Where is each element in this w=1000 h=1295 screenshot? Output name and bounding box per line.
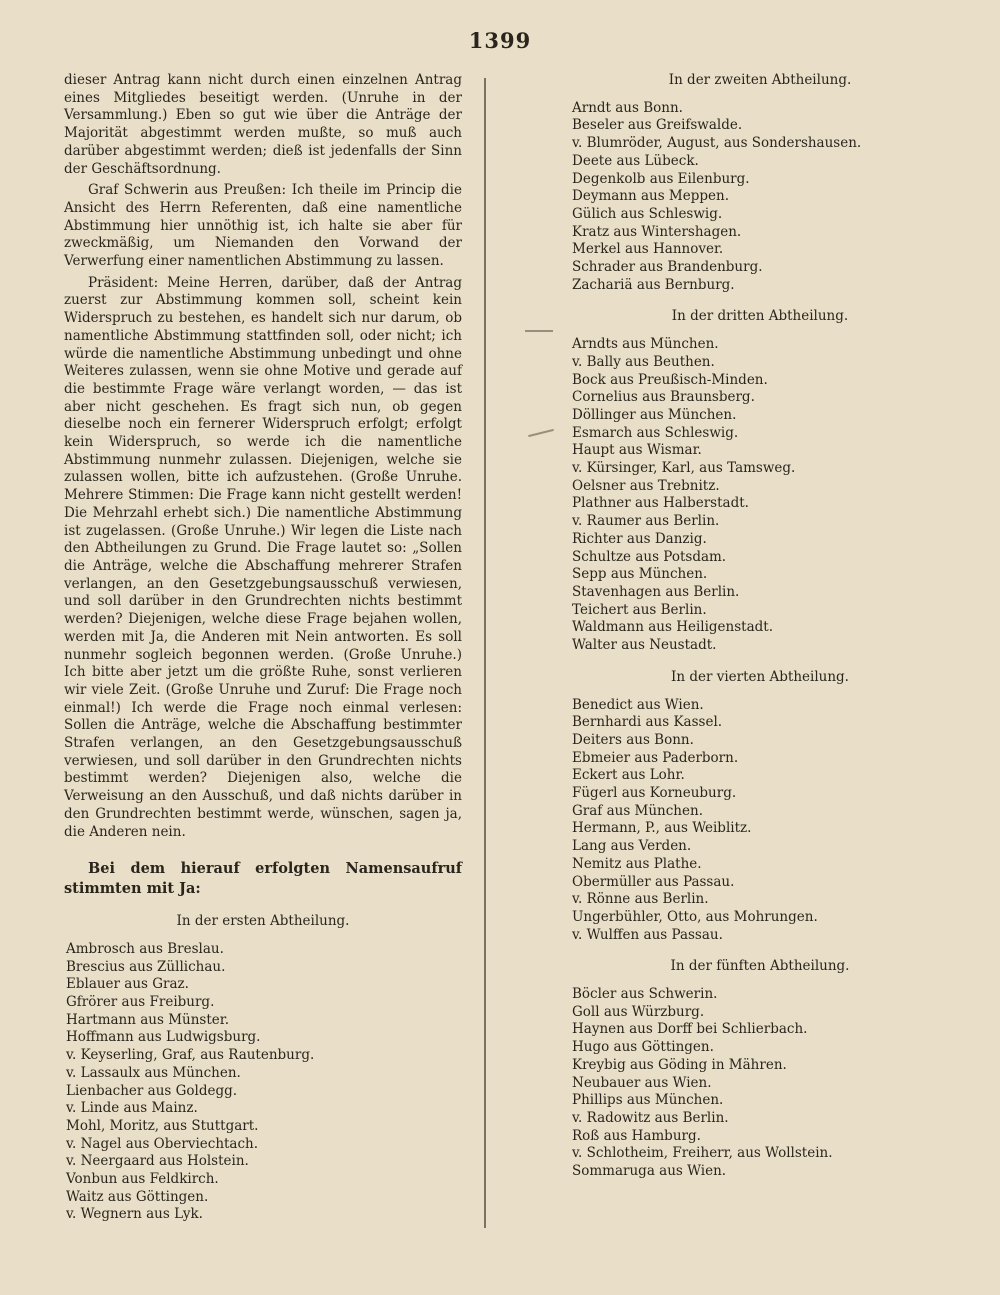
paragraph-3: Präsident: Meine Herren, darüber, daß der Antrag zuerst zur Abstimmung kommen soll, scheint kein Widerspruch zu bestehen, es handelt sich nur darum, ob namentliche Abstimmung stattfinden soll, oder nicht; ich würde die namentliche Abstimmung unbedingt und ohne Weiteres zulassen, wenn sie ohne Motive und gerade auf die bestimmte Frage wäre verlangt worden, — das ist aber nicht geschehen. Es fragt sich nun, ob gegen dieselbe noch ein fernerer Widerspruch erfolgt; erfolgt kein Widerspruch, so werde ich die namentliche Abstimmung nunmehr zulassen. Diejenigen, welche sie zulassen wollen, bitte ich aufzustehen. (Große Unruhe. Mehrere Stimmen: Die Frage kann nicht gestellt werden! Die Mehrzahl erhebt sich.) Die namentliche Abstimmung ist zugelassen. (Große Unruhe.) Wir legen die Liste nach den Abtheilungen zu Grund. Die Frage lautet so: „Sollen die Anträge, welche die Abschaffung mehrerer Strafen verlangen, an den Gesetzgebungsausschuß verwiesen, und soll darüber in den Grundrechten nichts bestimmt werden? Diejenigen, welche diese Frage bejahen wollen, werden mit Ja, die Anderen mit Nein antworten. Es soll nunmehr sogleich begonnen werden. (Große Unruhe.) Ich bitte aber jetzt um die größte Ruhe, sonst verlieren wir viele Zeit. (Große Unruhe und Zuruf: Die Frage noch einmal!) Ich werde die Frage noch einmal verlesen: Sollen die Anträge, welche die Abschaffung bestimmter Strafen verlangen, an den Gesetzgebungsausschuß verwiesen, und soll darüber in den Grundrechten nichts bestimmt werden? Diejenigen also, welche die Verweisung an den Ausschuß, und daß nichts darüber in den Grundrechten bestimmt werde, wünschen, sagen ja, die Anderen nein. xyxy=(64,274,462,840)
list-item: Deymann aus Meppen. xyxy=(572,188,730,205)
right-column xyxy=(570,72,950,1181)
list-item: Eblauer aus Graz. xyxy=(66,976,189,993)
name-list-2 xyxy=(570,100,950,295)
list-item: Merkel aus Hannover. xyxy=(572,241,724,258)
vote-heading: Bei dem hierauf erfolgten Namensaufruf stimmten mit Ja: xyxy=(64,860,462,898)
list-item: Roß aus Hamburg. xyxy=(572,1127,701,1144)
list-item: Fügerl aus Korneuburg. xyxy=(572,785,737,802)
list-item: Lienbacher aus Goldegg. xyxy=(66,1082,238,1099)
list-item: Stavenhagen aus Berlin. xyxy=(572,583,740,600)
list-item: Lang aus Verden. xyxy=(572,838,692,855)
list-item: Richter aus Danzig. xyxy=(572,530,707,547)
list-item: Phillips aus München. xyxy=(572,1092,724,1109)
section-heading-3: In der dritten Abtheilung. xyxy=(671,308,849,325)
list-item: Hermann, P., aus Weiblitz. xyxy=(572,820,752,837)
list-item: v. Linde aus Mainz. xyxy=(66,1100,198,1117)
list-item: v. Lassaulx aus München. xyxy=(66,1064,241,1081)
list-item: Ambrosch aus Breslau. xyxy=(66,940,224,957)
list-item: v. Rönne aus Berlin. xyxy=(572,891,709,908)
section-heading-4: In der vierten Abtheilung. xyxy=(671,668,849,685)
list-item: v. Nagel aus Oberviechtach. xyxy=(66,1135,259,1152)
list-item: Schrader aus Brandenburg. xyxy=(572,259,763,276)
list-item: Cornelius aus Braunsberg. xyxy=(572,389,755,406)
section-heading-2: In der zweiten Abtheilung. xyxy=(668,72,852,88)
list-item: Ungerbühler, Otto, aus Mohrungen. xyxy=(572,908,818,925)
page-number: 1399 xyxy=(468,28,532,53)
name-list-4 xyxy=(570,697,950,945)
list-item: v. Schlotheim, Freiherr, aus Wollstein. xyxy=(572,1145,833,1162)
list-item: Esmarch aus Schleswig. xyxy=(572,424,739,441)
list-item: Neubauer aus Wien. xyxy=(572,1074,712,1091)
list-item: Hartmann aus Münster. xyxy=(66,1011,230,1028)
list-item: Hoffmann aus Ludwigsburg. xyxy=(66,1029,261,1046)
list-item: Beseler aus Greifswalde. xyxy=(572,117,743,134)
list-item: Nemitz aus Plathe. xyxy=(572,855,702,872)
paragraph-2: Graf Schwerin aus Preußen: Ich theile im Princip die Ansicht des Herrn Referenten, daß eine namentliche Abstimmung hier unnöthig ist, ich halte sie aber für zweckmäßig, um Niemanden den Vorwand der Verwerfung einer namentlichen Abstimmung zu lassen. xyxy=(64,182,462,270)
list-item: Mohl, Moritz, aus Stuttgart. xyxy=(66,1117,259,1134)
list-item: Vonbun aus Feldkirch. xyxy=(66,1171,219,1188)
list-item: Gülich aus Schleswig. xyxy=(572,205,723,222)
list-item: v. Kürsinger, Karl, aus Tamsweg. xyxy=(572,460,796,477)
list-item: v. Wulffen aus Passau. xyxy=(572,926,723,943)
paragraph-1: dieser Antrag kann nicht durch einen einzelnen Antrag eines Mitgliedes beseitigt werden. (Unruhe in der Versammlung.) Eben so gut wie über die Anträge der Majorität abgestimmt werden mußte, so muß auch darüber abgestimmt werden; dieß ist jedenfalls der Sinn der Geschäftsordnung. xyxy=(64,72,462,177)
list-item: Benedict aus Wien. xyxy=(572,696,704,713)
list-item: Haynen aus Dorff bei Schlierbach. xyxy=(572,1021,808,1038)
column-divider xyxy=(484,78,486,1228)
list-item: Walter aus Neustadt. xyxy=(572,637,717,654)
name-list-3 xyxy=(570,336,950,655)
list-item: Gfrörer aus Freiburg. xyxy=(66,994,215,1011)
list-item: Zachariä aus Bernburg. xyxy=(572,276,735,293)
list-item: Haupt aus Wismar. xyxy=(572,442,702,459)
list-item: Deiters aus Bonn. xyxy=(572,731,694,748)
list-item: Oelsner aus Trebnitz. xyxy=(572,477,720,494)
list-item: Plathner aus Halberstadt. xyxy=(572,495,749,512)
name-list-1 xyxy=(64,941,462,1224)
list-item: v. Bally aus Beuthen. xyxy=(572,353,715,370)
list-item: v. Blumröder, August, aus Sondershausen. xyxy=(572,135,862,152)
section-heading-1: In der ersten Abtheilung. xyxy=(176,913,350,930)
list-item: Graf aus München. xyxy=(572,802,703,819)
list-item: Deete aus Lübeck. xyxy=(572,152,699,169)
list-item: v. Radowitz aus Berlin. xyxy=(572,1109,729,1126)
list-item: Brescius aus Züllichau. xyxy=(66,958,226,975)
list-item: v. Keyserling, Graf, aus Rautenburg. xyxy=(66,1047,315,1064)
list-item: v. Neergaard aus Holstein. xyxy=(66,1153,249,1170)
list-item: Bernhardi aus Kassel. xyxy=(572,714,723,731)
list-item: Eckert aus Lohr. xyxy=(572,767,685,784)
name-list-5 xyxy=(570,986,950,1181)
left-column xyxy=(64,72,462,1224)
list-item: v. Raumer aus Berlin. xyxy=(572,513,720,530)
list-item: Kratz aus Wintershagen. xyxy=(572,223,742,240)
list-item: Arndt aus Bonn. xyxy=(572,99,683,116)
list-item: Sommaruga aus Wien. xyxy=(572,1163,727,1180)
list-item: Döllinger aus München. xyxy=(572,406,737,423)
list-item: Teichert aus Berlin. xyxy=(572,601,707,618)
list-item: Degenkolb aus Eilenburg. xyxy=(572,170,750,187)
list-item: Bock aus Preußisch-Minden. xyxy=(572,371,768,388)
list-item: Waitz aus Göttingen. xyxy=(66,1188,209,1205)
margin-mark xyxy=(528,429,554,437)
list-item: v. Wegnern aus Lyk. xyxy=(66,1206,203,1223)
section-heading-5: In der fünften Abtheilung. xyxy=(670,958,850,975)
list-item: Kreybig aus Göding in Mähren. xyxy=(572,1056,787,1073)
margin-mark xyxy=(525,330,553,332)
list-item: Waldmann aus Heiligenstadt. xyxy=(572,619,774,636)
list-item: Goll aus Würzburg. xyxy=(572,1003,705,1020)
list-item: Schultze aus Potsdam. xyxy=(572,548,727,565)
list-item: Arndts aus München. xyxy=(572,336,719,353)
list-item: Ebmeier aus Paderborn. xyxy=(572,749,739,766)
list-item: Böcler aus Schwerin. xyxy=(572,986,718,1003)
list-item: Hugo aus Göttingen. xyxy=(572,1039,714,1056)
list-item: Obermüller aus Passau. xyxy=(572,873,735,890)
list-item: Sepp aus München. xyxy=(572,566,708,583)
